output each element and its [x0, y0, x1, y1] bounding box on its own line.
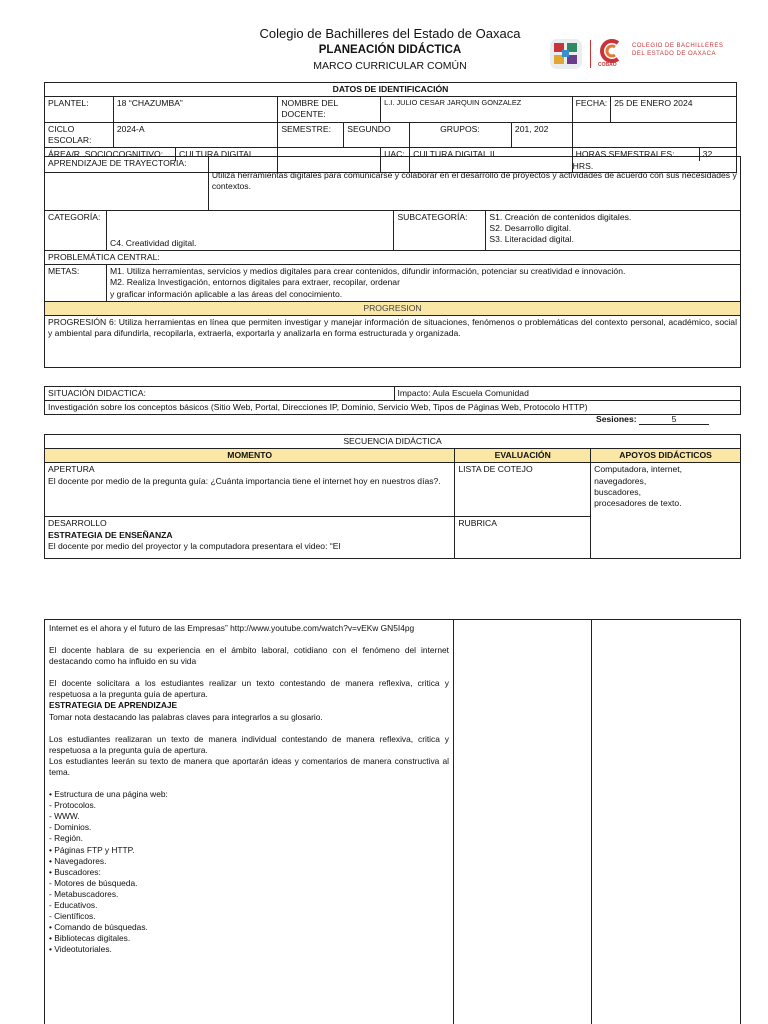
topic-item: - Educativos.: [49, 899, 98, 910]
logo-divider: [590, 40, 591, 68]
oaxaca-emblem-logo: [546, 36, 586, 72]
cobao-logo-abbr: COBAO: [598, 62, 617, 68]
apoyo-item: procesadores de texto.: [594, 497, 682, 508]
meta-item: y graficar información aplicable a las áreas del conocimiento.: [109, 288, 343, 299]
horas-value: 32 HRS.: [572, 148, 713, 172]
sequence-table: [44, 434, 741, 559]
desarrollo-label: DESARROLLO: [48, 518, 107, 529]
topic-item: - Dominios.: [49, 822, 92, 833]
apoyos-cell: [591, 463, 741, 559]
metas-label: METAS:: [45, 265, 107, 302]
topic-item: • Comando de búsquedas.: [49, 922, 148, 933]
area-value: CULTURA DIGITAL: [179, 148, 254, 159]
meta-item: M1. Utiliza herramientas, servicios y medios digitales para crear contenidos, difundir información, potenciar su creatividad e innovación.: [109, 266, 626, 277]
identification-title: DATOS DE IDENTIFICACIÓN: [45, 83, 737, 97]
apoyo-item: buscadores,: [594, 486, 641, 497]
progresion-header: PROGRESION: [45, 301, 741, 315]
categoria-label: CATEGORÍA:: [45, 211, 107, 251]
horas-label: HORAS SEMESTRALES:: [573, 148, 700, 161]
topic-item: - Región.: [49, 833, 83, 844]
apertura-label: APERTURA: [48, 464, 95, 475]
apertura-evaluation: LISTA DE COTEJO: [455, 463, 591, 517]
students-text-1: Los estudiantes realizaran un texto de manera individual contestando de manera reflexiva, critica y respetuosa a la pregunta guía de apertura.: [49, 733, 449, 755]
subcategoria-item: S1. Creación de contenidos digitales.: [489, 212, 632, 222]
evaluacion-header: EVALUACIÓN: [455, 449, 591, 463]
apoyo-item: navegadores,: [594, 475, 647, 486]
fecha-value: 25 DE ENERO 2024: [611, 97, 737, 122]
institution-name: Colegio de Bachilleres del Estado de Oaxaca: [259, 26, 521, 41]
subcategoria-label: SUBCATEGORÍA:: [394, 211, 486, 251]
grupos-value: 201, 202: [511, 122, 572, 147]
apertura-cell: [45, 463, 455, 517]
momento-header: MOMENTO: [45, 449, 455, 463]
learning-table: [44, 156, 741, 368]
document-subtitle: MARCO CURRICULAR COMÚN: [313, 60, 467, 72]
sessions-value: 5: [639, 415, 709, 425]
apoyo-item: Computadora, internet,: [594, 464, 683, 475]
aprendizaje-value: Utiliza herramientas digitales para comunicarse y colaborar en el desarrollo de proyectos y actividades de acuerdo con sus necesidades y contextos.: [208, 157, 740, 211]
sequence-title: SECUENCIA DIDÁCTICA: [45, 435, 741, 449]
semestre-value: SEGUNDO: [344, 122, 410, 147]
video-reference: Internet es el ahora y el futuro de las Empresas” http://www.youtube.com/watch?v=vEKw GN5I4pg: [49, 623, 415, 633]
topic-item: - Motores de búsqueda.: [49, 877, 138, 888]
apoyos-header: APOYOS DIDÁCTICOS: [591, 449, 741, 463]
desarrollo-evaluation: RUBRICA: [455, 517, 591, 559]
plantel-value: 18 “CHAZUMBA”: [113, 97, 277, 122]
topic-item: - Metabuscadores.: [49, 888, 119, 899]
subcategoria-item: S3. Literacidad digital.: [489, 234, 574, 245]
sessions-label: Sesiones:: [596, 414, 637, 424]
desarrollo-text: El docente por medio del proyector y la computadora presentara el video: “El: [48, 540, 341, 551]
ciclo-value: 2024-A: [113, 122, 277, 147]
cobao-logo-icon: [598, 38, 624, 64]
topic-item: - Científicos.: [49, 911, 96, 922]
topic-item: • Videotutoriales.: [49, 944, 112, 955]
area-label: ÁREA/R. SOCIOCOGNITIVO:: [45, 148, 176, 161]
desarrollo-cell: [45, 517, 455, 559]
document-title: PLANEACIÓN DIDÁCTICA: [318, 44, 462, 56]
topic-item: - Protocolos.: [49, 800, 97, 811]
topic-item: • Buscadores:: [49, 866, 101, 877]
teacher-request-text: El docente solicitara a los estudiantes realizar un texto contestando de manera reflexiva, critica y respetuosa a la pregunta guía de apertura.: [49, 678, 449, 700]
grupos-label: GRUPOS:: [410, 122, 512, 147]
estrategia-ensenanza: ESTRATEGIA DE ENSEÑANZA: [48, 529, 173, 540]
situation-table: [44, 386, 741, 415]
subcategoria-item: S2. Desarrollo digital.: [489, 223, 572, 234]
continuation-momento-cell: [44, 619, 454, 1024]
situation-label: SITUACIÓN DIDACTICA:: [45, 387, 395, 401]
fecha-label: FECHA:: [572, 97, 611, 122]
situation-text: Investigación sobre los conceptos básicos (Sitio Web, Portal, Direcciones IP, Dominio, Servicio Web, Tipos de Páginas Web, Protocolo HTTP): [45, 401, 741, 415]
aprendizaje-label: APRENDIZAJE DE TRAYECTORIA:: [45, 157, 209, 211]
continuation-apoyos-cell: [591, 619, 741, 1024]
apertura-text: El docente por medio de la pregunta guía: ¿Cuánta importancia tiene el internet hoy en nuestros días?.: [48, 475, 441, 486]
continuation-evaluacion-cell: [453, 619, 592, 1024]
metas-list: [106, 265, 740, 302]
topics-list: [49, 789, 449, 955]
continuation-content: [49, 623, 449, 955]
cobao-logo-text: COLEGIO DE BACHILLERES DEL ESTADO DE OAXACA: [632, 43, 724, 57]
estrategia-aprendizaje: ESTRATEGIA DE APRENDIZAJE: [49, 700, 178, 711]
subcategoria-list: [486, 211, 741, 251]
docente-label: NOMBRE DEL DOCENTE:: [278, 97, 381, 122]
students-text-2: Los estudiantes leerán su texto de manera que aportarán ideas y comentarios de manera constructiva al tema.: [49, 755, 449, 777]
semestre-label: SEMESTRE:: [278, 122, 344, 147]
ciclo-blank: [572, 122, 736, 147]
topic-item: - WWW.: [49, 811, 80, 822]
topic-item: • Bibliotecas digitales.: [49, 933, 131, 944]
meta-item: M2. Realiza Investigación, entornos digitales para extraer, recopilar, ordenar: [109, 277, 400, 288]
progresion-text: PROGRESIÓN 6: Utiliza herramientas en línea que permiten investigar y manejar información de situaciones, fenómenos o problemáticas del contexto personal, académico, social y ambiental para difundirla, recopilarla, extraerla, exportarla y analizarla en forma estructurada y organizada.: [45, 315, 741, 367]
topic-item: • Estructura de una página web:: [49, 789, 168, 800]
sessions: [596, 414, 709, 425]
topic-item: • Páginas FTP y HTTP.: [49, 844, 135, 855]
docente-value: L.I. JULIO CESAR JARQUIN GONZALEZ: [381, 97, 573, 122]
categoria-value: C4. Creatividad digital.: [106, 211, 393, 251]
impact-options: Impacto: Aula Escuela Comunidad: [394, 387, 741, 401]
ciclo-label: CICLO ESCOLAR:: [45, 122, 114, 147]
plantel-label: PLANTEL:: [45, 97, 114, 122]
topic-item: • Navegadores.: [49, 855, 107, 866]
glossary-note: Tomar nota destacando las palabras claves para integrarlos a su glosario.: [49, 711, 323, 722]
teacher-experience-text: El docente hablara de su experiencia en el ámbito laboral, cotidiano con el fenómeno del internet destacando como ha influido en su vida: [49, 645, 449, 667]
uac-value: CULTURA DIGITAL II: [410, 147, 573, 172]
problematica-label: PROBLEMÁTICA CENTRAL:: [45, 251, 741, 265]
uac-label: UAC:: [381, 147, 410, 172]
